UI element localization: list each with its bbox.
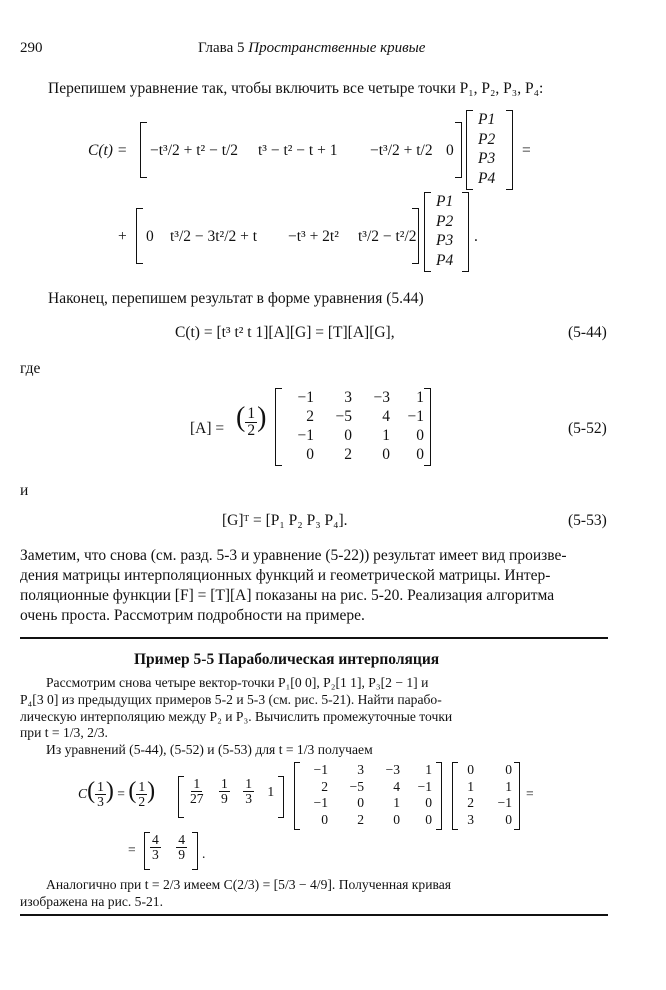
eq1-row1-term3: −t³/2 + t/2 bbox=[370, 142, 433, 159]
eq552-row-1 bbox=[284, 388, 424, 407]
r2-den: 9 bbox=[178, 847, 185, 863]
eq1-row1-term4: 0 bbox=[446, 142, 454, 159]
eq552-factor-num: 1 bbox=[247, 404, 256, 422]
cell: 1 bbox=[505, 778, 512, 794]
eq552-factor-den: 2 bbox=[247, 421, 256, 439]
cell: 1 bbox=[416, 389, 424, 406]
cell: 0 bbox=[382, 446, 390, 463]
eq1-plus: + bbox=[118, 228, 127, 245]
eq1-equals: = bbox=[522, 142, 531, 159]
cell: 0 bbox=[416, 427, 424, 444]
cell: 0 bbox=[357, 795, 364, 810]
cell: 0 bbox=[306, 446, 314, 463]
cell: 2 bbox=[321, 778, 328, 794]
divider-bottom bbox=[20, 914, 608, 916]
t-vector bbox=[188, 777, 274, 807]
cell: 2 bbox=[467, 795, 474, 810]
cell: 3 bbox=[467, 811, 474, 827]
cell: 1 bbox=[382, 427, 390, 444]
paragraph-line: Заметим, что снова (см. разд. 5-3 и уравнение (5-22)) результат имеет вид произве- bbox=[20, 547, 567, 564]
cell: 4 bbox=[393, 778, 400, 794]
eq552-left-bracket bbox=[275, 388, 282, 466]
eq552-row-4 bbox=[284, 445, 424, 464]
calc-period: . bbox=[202, 846, 206, 861]
where-word: где bbox=[20, 360, 41, 377]
r1-den: 3 bbox=[152, 847, 159, 863]
c-arg-num: 1 bbox=[97, 779, 104, 795]
cell: 0 bbox=[425, 795, 432, 810]
cell: −1 bbox=[417, 778, 432, 794]
eq1-points2-right-bracket bbox=[462, 192, 469, 272]
point-p2: P2 bbox=[436, 212, 454, 230]
paragraph-line: поляционные функции [F] = [T][A] показаны на рис. 5-20. Реализация алгоритма bbox=[20, 587, 555, 604]
eq1-row2-term4: t³/2 − t²/2 bbox=[358, 228, 417, 245]
closing-line: Аналогично при t = 2/3 имеем C(2/3) = [5/3 − 4/9]. Полученная кривая bbox=[46, 877, 452, 892]
cell: 0 bbox=[344, 427, 352, 444]
example-title: Пример 5-5 Параболическая интерполяция bbox=[134, 651, 440, 668]
t4: 1 bbox=[267, 783, 275, 799]
point-p4: P4 bbox=[478, 169, 496, 187]
example-text bbox=[20, 675, 608, 759]
t2-num: 1 bbox=[221, 776, 228, 791]
cell: −5 bbox=[335, 408, 352, 425]
cell: −1 bbox=[497, 795, 512, 810]
paragraph-line: очень проста. Рассмотрим подробности на примере. bbox=[20, 607, 365, 624]
cell: 3 bbox=[344, 389, 352, 406]
cell: 4 bbox=[382, 408, 390, 425]
eq1-row2-term2: t³/2 − 3t²/2 + t bbox=[170, 228, 258, 245]
cell: −1 bbox=[313, 795, 328, 810]
cell: 0 bbox=[321, 811, 328, 827]
cell: 1 bbox=[467, 778, 474, 794]
eq553-number: (5-53) bbox=[568, 512, 607, 529]
eq552-matrix bbox=[284, 388, 424, 464]
t3-den: 3 bbox=[245, 791, 252, 807]
eq552-right-bracket bbox=[424, 388, 431, 466]
t1-num: 1 bbox=[193, 776, 201, 791]
eq1-row2-right-bracket bbox=[412, 208, 419, 264]
eq1-points1 bbox=[478, 110, 495, 188]
calc-equals-3: = bbox=[128, 842, 136, 857]
eq1-points1-right-bracket bbox=[506, 110, 513, 190]
intro-text: Перепишем уравнение так, чтобы включить все четыре точки P₁, P₂, P₃, P₄: bbox=[48, 80, 544, 97]
calc-c-of-third: C( $\frac{1}{3}$ ) = ( $\frac{1}{2}$ ) bbox=[78, 778, 156, 810]
cell: −1 bbox=[297, 389, 314, 406]
cell: 2 bbox=[357, 811, 364, 827]
cell: −1 bbox=[407, 408, 424, 425]
t3-num: 1 bbox=[245, 776, 252, 791]
point-p1: P1 bbox=[436, 193, 454, 210]
eq552-lhs: [A] = bbox=[190, 420, 225, 437]
half-num: 1 bbox=[138, 779, 146, 795]
t2-den: 9 bbox=[221, 791, 228, 807]
eq553-body: [G]ᵀ = [P₁ P₂ P₃ P₄]. bbox=[222, 512, 348, 529]
chapter-label: Глава 5 bbox=[198, 40, 245, 56]
point-p4: P4 bbox=[436, 251, 454, 269]
eq1-row1-right-bracket bbox=[455, 122, 462, 178]
cell: 0 bbox=[425, 811, 432, 827]
cell: 0 bbox=[467, 762, 474, 777]
r1-num: 4 bbox=[152, 832, 159, 847]
page-number: 290 bbox=[20, 40, 43, 56]
cell: 2 bbox=[344, 446, 352, 463]
eq1-row1-left-bracket bbox=[140, 122, 147, 178]
result-vector bbox=[150, 833, 187, 863]
eq544-body: C(t) = [t³ t² t 1][A][G] = [T][A][G], bbox=[175, 324, 395, 341]
eq552-row-2 bbox=[284, 407, 424, 426]
c-arg-den: 3 bbox=[97, 794, 104, 810]
example-closing bbox=[20, 877, 451, 911]
eq1-row1-term2: t³ − t² − t + 1 bbox=[258, 142, 338, 159]
calc-equals-2: = bbox=[526, 786, 534, 801]
cell: 2 bbox=[306, 408, 314, 425]
example-line: Рассмотрим снова четыре вектор-точки P₁[0 0], P₂[1 1], P₃[2 − 1] и bbox=[46, 675, 429, 690]
cell: −5 bbox=[349, 778, 364, 794]
cell: −1 bbox=[297, 427, 314, 444]
paragraph-line: дения матрицы интерполяционных функций и геометрической матрицы. Интер- bbox=[20, 567, 551, 584]
eq1-row2-term1: 0 bbox=[146, 228, 154, 245]
cell: 0 bbox=[393, 811, 400, 827]
point-p1: P1 bbox=[478, 111, 496, 128]
half-den: 2 bbox=[138, 794, 146, 810]
calc-equals-1: = bbox=[117, 786, 125, 801]
cell: 1 bbox=[425, 762, 432, 777]
divider-top bbox=[20, 637, 608, 639]
cell: 0 bbox=[416, 446, 424, 463]
eq1-points2 bbox=[436, 192, 453, 270]
example-line: Из уравнений (5-44), (5-52) и (5-53) для t = 1/3 получаем bbox=[46, 742, 373, 758]
eq1-points2-left-bracket bbox=[424, 192, 431, 272]
cell: −1 bbox=[313, 762, 328, 777]
t1-den: 27 bbox=[190, 791, 204, 807]
cell: −3 bbox=[385, 762, 400, 777]
point-p3: P3 bbox=[478, 150, 496, 167]
calc-matrix-right-bracket bbox=[436, 762, 442, 830]
example-line: при t = 1/3, 2/3. bbox=[20, 725, 108, 741]
eq552-number: (5-52) bbox=[568, 420, 607, 437]
finally-text: Наконец, перепишем результат в форме уравнения (5.44) bbox=[48, 290, 424, 307]
eq552-factor: ( $\frac{1}{2}$ ) bbox=[236, 402, 267, 439]
body-paragraph bbox=[20, 546, 567, 626]
chapter-title: Пространственные кривые bbox=[248, 40, 426, 56]
t-vector-left-bracket bbox=[178, 776, 184, 818]
example-line: P₄[3 0] из предыдущих примеров 5-2 и 5-3 (см. рис. 5-21). Найти парабо- bbox=[20, 691, 442, 707]
r2-num: 4 bbox=[178, 832, 185, 847]
cell: 0 bbox=[505, 811, 512, 827]
example-line: лическую интерполяцию между P₂ и P₃. Вычислить промежуточные точки bbox=[20, 708, 453, 724]
eq1-row2-term3: −t³ + 2t² bbox=[288, 228, 339, 245]
eq1-row2-left-bracket bbox=[136, 208, 143, 264]
t-vector-right-bracket bbox=[278, 776, 284, 818]
cell: 3 bbox=[357, 762, 364, 777]
result-right-bracket bbox=[192, 832, 198, 870]
eq1-row1-term1: −t³/2 + t² − t/2 bbox=[150, 142, 239, 159]
eq552-row-3 bbox=[284, 426, 424, 445]
points-matrix-right-bracket bbox=[514, 762, 520, 830]
cell: 1 bbox=[393, 795, 400, 810]
calc-matrix bbox=[300, 762, 432, 828]
eq544-number: (5-44) bbox=[568, 324, 607, 341]
eq1-points1-left-bracket bbox=[466, 110, 473, 190]
eq1-lhs: C(t) = bbox=[88, 142, 128, 159]
closing-line: изображена на рис. 5-21. bbox=[20, 893, 163, 909]
point-p3: P3 bbox=[436, 232, 454, 249]
cell: −3 bbox=[373, 389, 390, 406]
points-matrix bbox=[458, 762, 512, 828]
and-word: и bbox=[20, 482, 29, 499]
running-header bbox=[198, 40, 425, 57]
eq1-period: . bbox=[474, 228, 478, 245]
cell: 0 bbox=[505, 762, 512, 777]
point-p2: P2 bbox=[478, 130, 496, 148]
